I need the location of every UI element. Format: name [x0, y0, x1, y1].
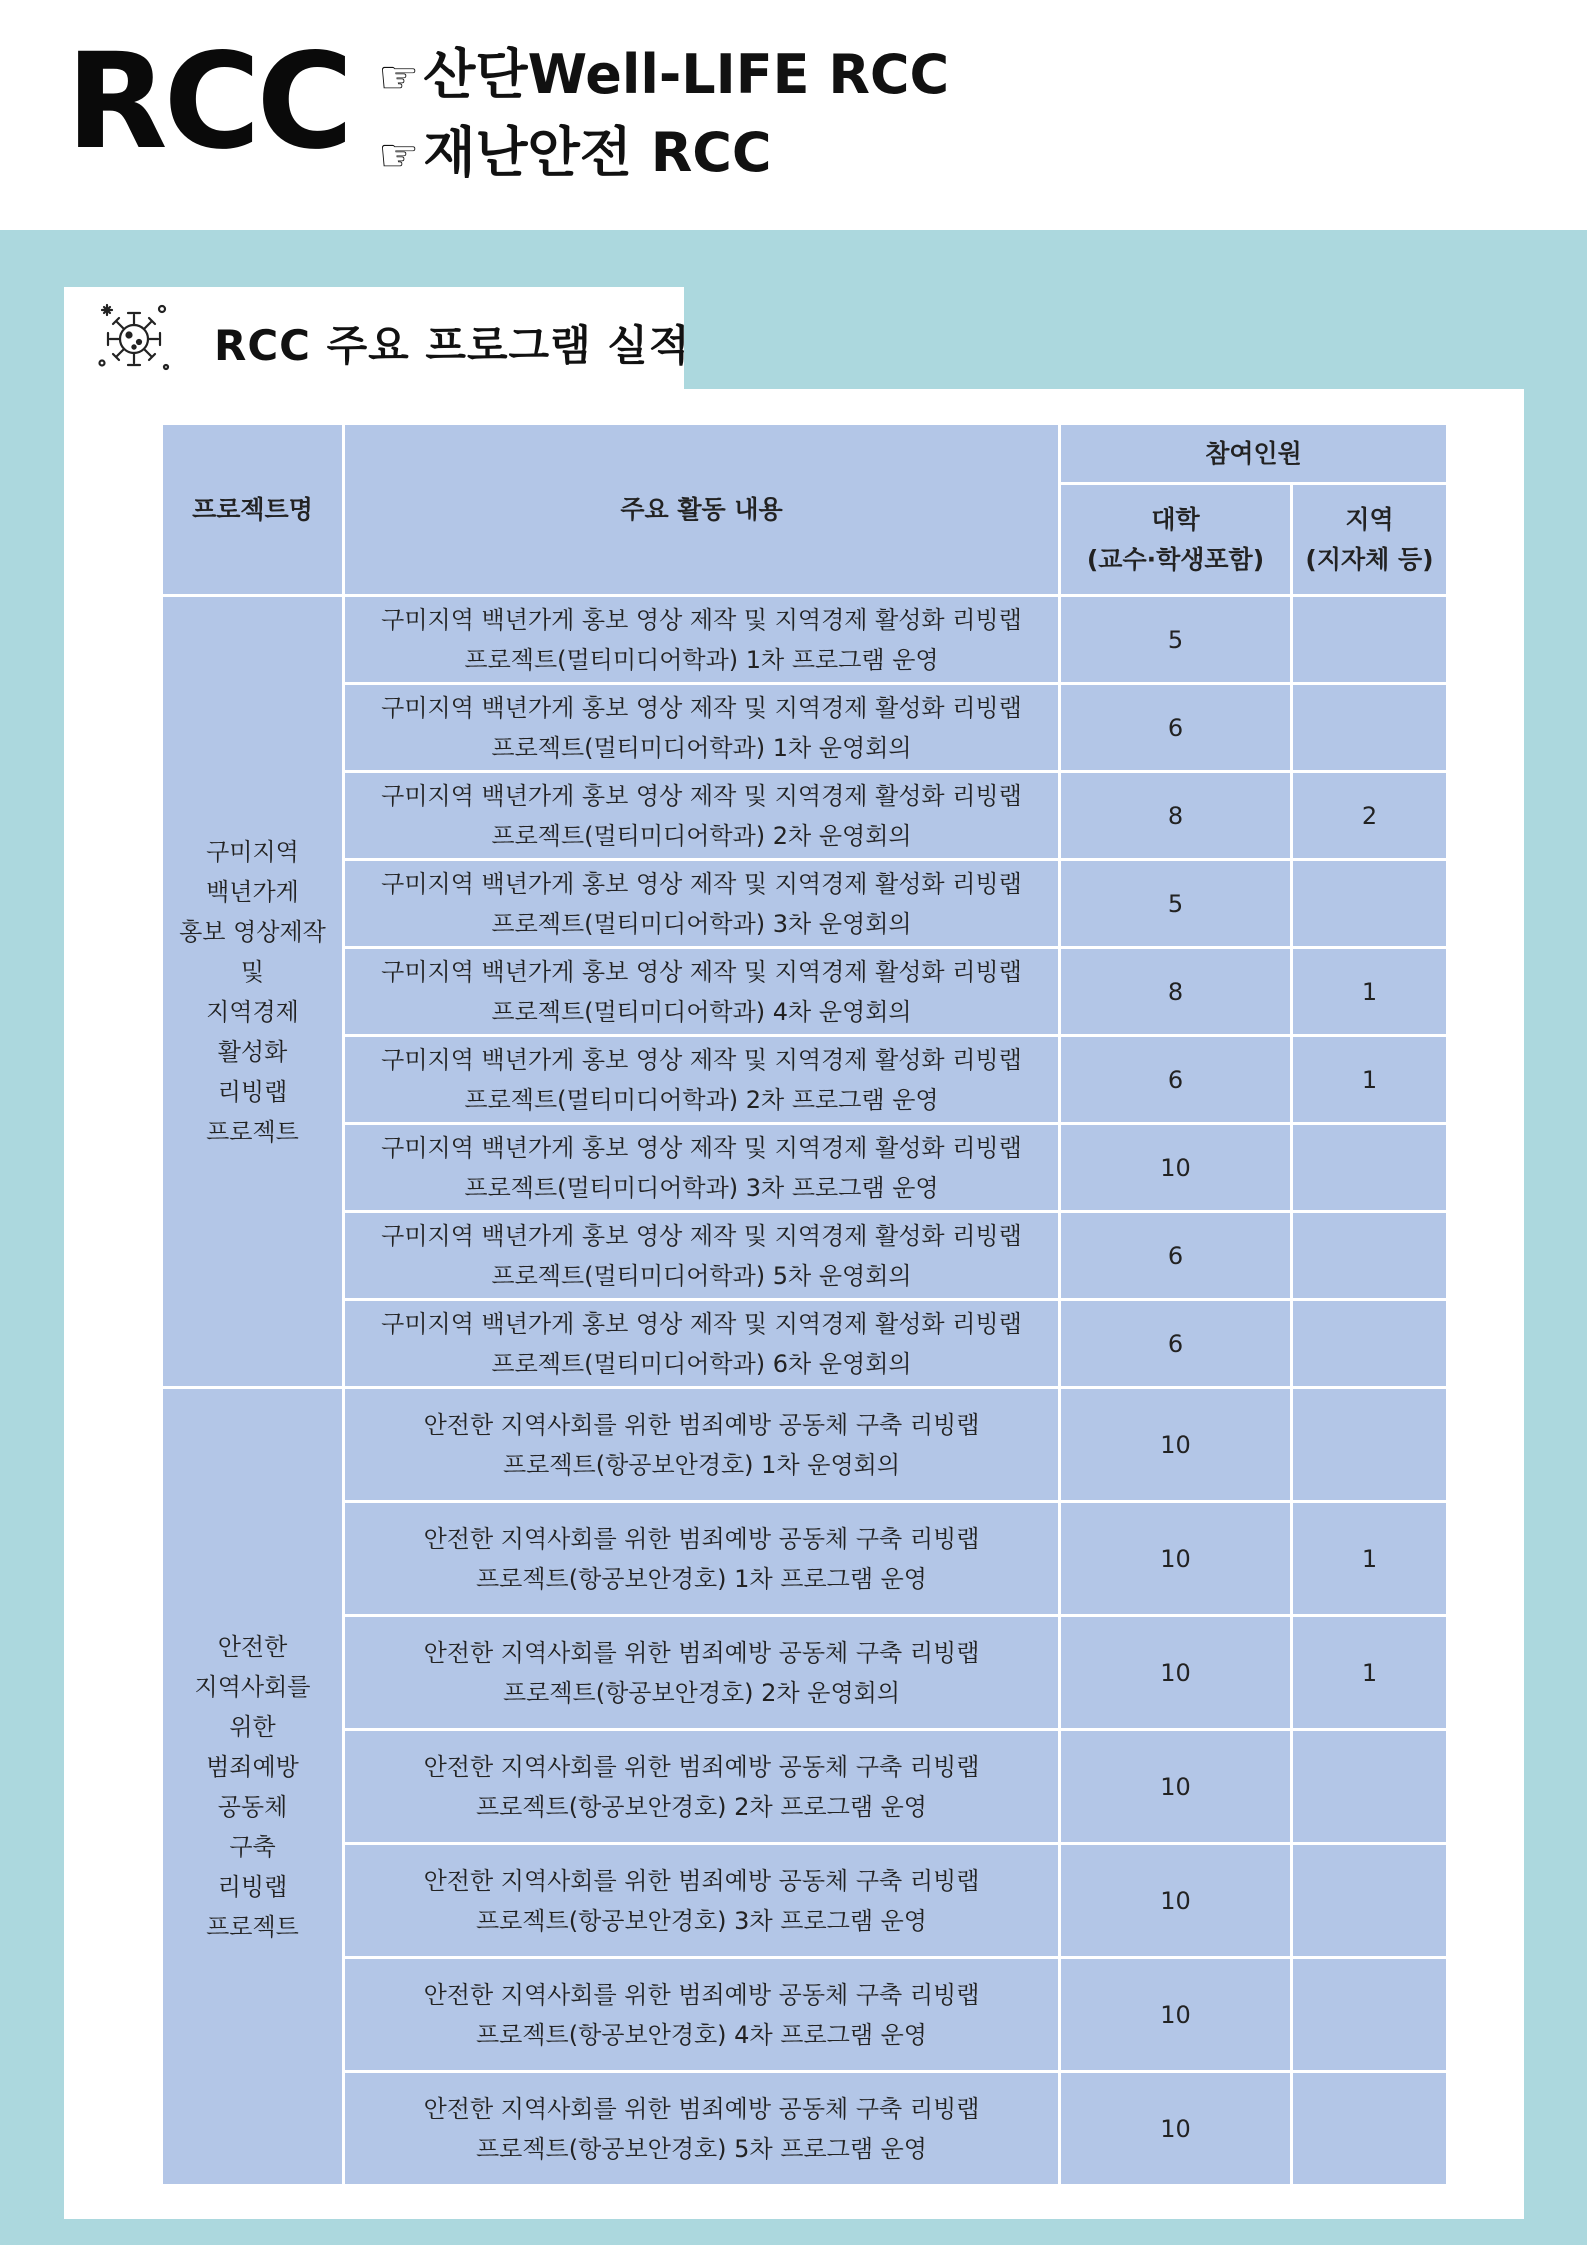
project-name-cell: 구미지역 백년가게 홍보 영상제작 및 지역경제 활성화 리빙랩 프로젝트	[162, 596, 344, 1388]
section-title: RCC 주요 프로그램 실적	[214, 321, 691, 370]
activity-cell: 안전한 지역사회를 위한 범죄예방 공동체 구축 리빙랩 프로젝트(항공보안경호) 3차 프로그램 운영	[344, 1844, 1060, 1958]
university-count-cell: 6	[1060, 684, 1292, 772]
region-count-cell: 1	[1292, 1616, 1448, 1730]
university-count-cell: 10	[1060, 1730, 1292, 1844]
region-count-cell: 1	[1292, 948, 1448, 1036]
header-project: 프로젝트명	[162, 424, 344, 596]
activity-cell: 구미지역 백년가게 홍보 영상 제작 및 지역경제 활성화 리빙랩 프로젝트(멀티미디어학과) 1차 프로그램 운영	[344, 596, 1060, 684]
table-row	[162, 1300, 1448, 1388]
header-participants: 참여인원	[1060, 424, 1448, 484]
table-row	[162, 596, 1448, 684]
activity-cell: 구미지역 백년가게 홍보 영상 제작 및 지역경제 활성화 리빙랩 프로젝트(멀티미디어학과) 3차 프로그램 운영	[344, 1124, 1060, 1212]
university-count-cell: 8	[1060, 948, 1292, 1036]
university-count-cell: 6	[1060, 1300, 1292, 1388]
activity-cell: 안전한 지역사회를 위한 범죄예방 공동체 구축 리빙랩 프로젝트(항공보안경호) 5차 프로그램 운영	[344, 2072, 1060, 2186]
project-name-cell: 안전한 지역사회를 위한 범죄예방 공동체 구축 리빙랩 프로젝트	[162, 1388, 344, 2186]
activity-cell: 구미지역 백년가게 홍보 영상 제작 및 지역경제 활성화 리빙랩 프로젝트(멀티미디어학과) 4차 운영회의	[344, 948, 1060, 1036]
header-region: 지역 (지자체 등)	[1292, 484, 1448, 596]
activity-cell: 구미지역 백년가게 홍보 영상 제작 및 지역경제 활성화 리빙랩 프로젝트(멀티미디어학과) 5차 운영회의	[344, 1212, 1060, 1300]
page-header	[0, 0, 1587, 230]
table-row	[162, 1124, 1448, 1212]
header-university: 대학 (교수·학생포함)	[1060, 484, 1292, 596]
section-title-tab	[64, 287, 691, 389]
header-line-2-text: 재난안전 RCC	[423, 121, 772, 184]
table-row	[162, 2072, 1448, 2186]
university-count-cell: 10	[1060, 1124, 1292, 1212]
table-row	[162, 772, 1448, 860]
table-row	[162, 1958, 1448, 2072]
activity-cell: 안전한 지역사회를 위한 범죄예방 공동체 구축 리빙랩 프로젝트(항공보안경호) 2차 운영회의	[344, 1616, 1060, 1730]
table-row	[162, 1616, 1448, 1730]
pointing-hand-icon: ☞	[378, 128, 420, 182]
rcc-logo: RCC	[66, 25, 350, 179]
header-line-1	[378, 43, 950, 106]
university-count-cell: 10	[1060, 1388, 1292, 1502]
activity-cell: 구미지역 백년가게 홍보 영상 제작 및 지역경제 활성화 리빙랩 프로젝트(멀티미디어학과) 1차 운영회의	[344, 684, 1060, 772]
university-count-cell: 10	[1060, 1616, 1292, 1730]
region-count-cell	[1292, 1388, 1448, 1502]
table-row	[162, 860, 1448, 948]
table-row	[162, 1212, 1448, 1300]
table-row	[162, 948, 1448, 1036]
activity-cell: 구미지역 백년가게 홍보 영상 제작 및 지역경제 활성화 리빙랩 프로젝트(멀티미디어학과) 2차 프로그램 운영	[344, 1036, 1060, 1124]
activity-cell: 구미지역 백년가게 홍보 영상 제작 및 지역경제 활성화 리빙랩 프로젝트(멀티미디어학과) 6차 운영회의	[344, 1300, 1060, 1388]
university-count-cell: 5	[1060, 596, 1292, 684]
region-count-cell	[1292, 1212, 1448, 1300]
region-count-cell: 1	[1292, 1036, 1448, 1124]
header-activity: 주요 활동 내용	[344, 424, 1060, 596]
university-count-cell: 10	[1060, 1502, 1292, 1616]
university-count-cell: 10	[1060, 1958, 1292, 2072]
results-table	[160, 422, 1449, 2187]
header-row-1	[162, 424, 1448, 484]
university-count-cell: 8	[1060, 772, 1292, 860]
university-count-cell: 5	[1060, 860, 1292, 948]
region-count-cell	[1292, 1844, 1448, 1958]
activity-cell: 안전한 지역사회를 위한 범죄예방 공동체 구축 리빙랩 프로젝트(항공보안경호) 1차 운영회의	[344, 1388, 1060, 1502]
table-row	[162, 1036, 1448, 1124]
activity-cell: 구미지역 백년가게 홍보 영상 제작 및 지역경제 활성화 리빙랩 프로젝트(멀티미디어학과) 2차 운영회의	[344, 772, 1060, 860]
table-row	[162, 1388, 1448, 1502]
pointing-hand-icon: ☞	[378, 50, 420, 104]
region-count-cell: 1	[1292, 1502, 1448, 1616]
region-count-cell: 2	[1292, 772, 1448, 860]
activity-cell: 안전한 지역사회를 위한 범죄예방 공동체 구축 리빙랩 프로젝트(항공보안경호) 2차 프로그램 운영	[344, 1730, 1060, 1844]
region-count-cell	[1292, 684, 1448, 772]
virus-icon	[94, 297, 174, 377]
region-count-cell	[1292, 596, 1448, 684]
activity-cell: 안전한 지역사회를 위한 범죄예방 공동체 구축 리빙랩 프로젝트(항공보안경호) 4차 프로그램 운영	[344, 1958, 1060, 2072]
region-count-cell	[1292, 860, 1448, 948]
region-count-cell	[1292, 2072, 1448, 2186]
table-row	[162, 684, 1448, 772]
table-row	[162, 1844, 1448, 1958]
region-count-cell	[1292, 1300, 1448, 1388]
table-row	[162, 1730, 1448, 1844]
university-count-cell: 6	[1060, 1212, 1292, 1300]
university-count-cell: 10	[1060, 1844, 1292, 1958]
activity-cell: 안전한 지역사회를 위한 범죄예방 공동체 구축 리빙랩 프로젝트(항공보안경호) 1차 프로그램 운영	[344, 1502, 1060, 1616]
region-count-cell	[1292, 1958, 1448, 2072]
region-count-cell	[1292, 1730, 1448, 1844]
activity-cell: 구미지역 백년가게 홍보 영상 제작 및 지역경제 활성화 리빙랩 프로젝트(멀티미디어학과) 3차 운영회의	[344, 860, 1060, 948]
header-line-2	[378, 121, 772, 184]
header-line-1-text: 산단Well-LIFE RCC	[423, 43, 950, 106]
region-count-cell	[1292, 1124, 1448, 1212]
table-row	[162, 1502, 1448, 1616]
university-count-cell: 6	[1060, 1036, 1292, 1124]
university-count-cell: 10	[1060, 2072, 1292, 2186]
